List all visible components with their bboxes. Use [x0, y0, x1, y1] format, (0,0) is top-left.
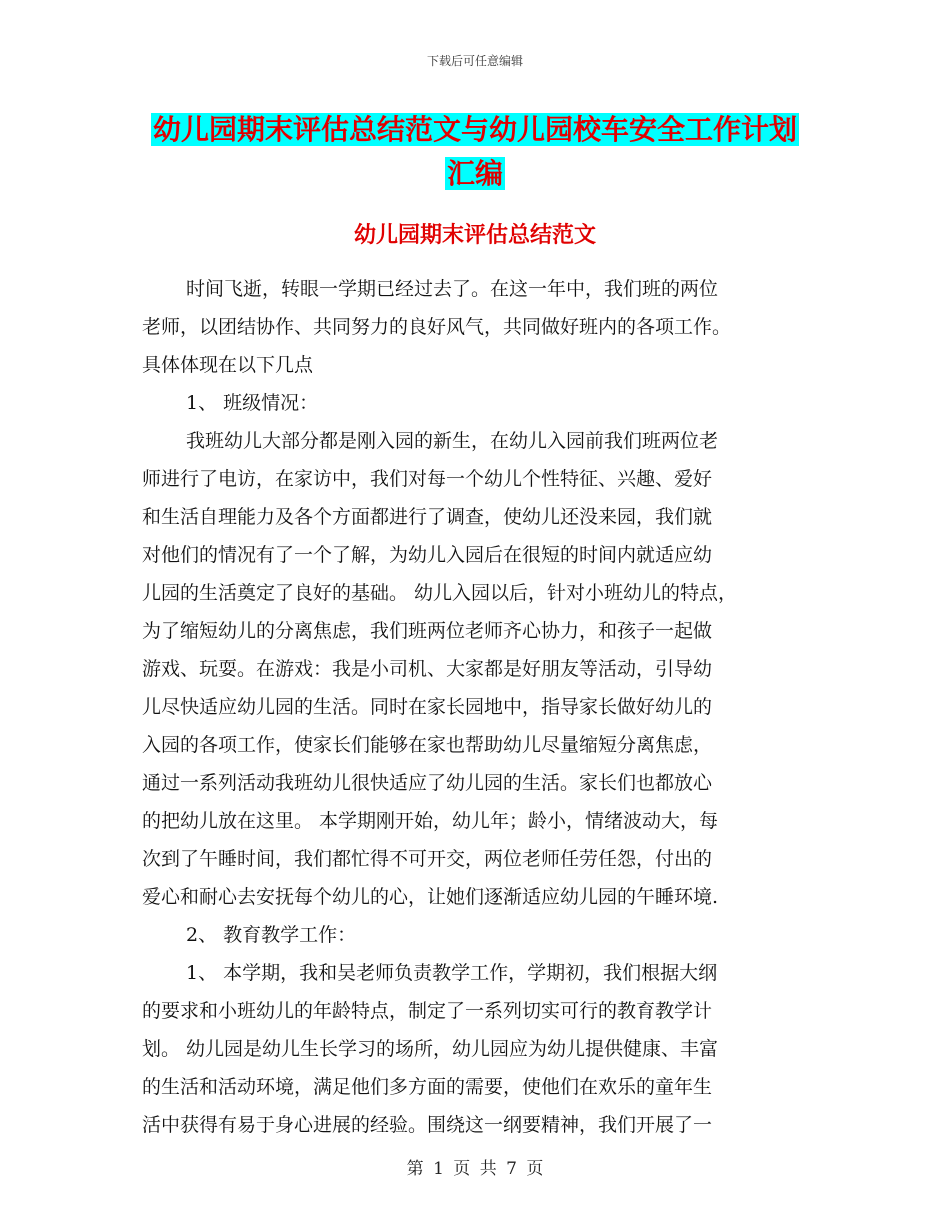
- section-heading: 1、 班级情况：: [186, 392, 319, 414]
- paragraph-line: 儿园的生活奠定了良好的基础。 幼儿入园以后，针对小班幼儿的特点，: [142, 582, 738, 604]
- section-title: 幼儿园期末评估总结范文: [353, 222, 596, 248]
- section-heading: 2、 教育教学工作：: [186, 924, 357, 946]
- document-title-line1: [140, 108, 810, 152]
- paragraph-line: 具体体现在以下几点: [142, 354, 314, 376]
- paragraph-line: 1、 本学期，我和吴老师负责教学工作，学期初，我们根据大纲: [186, 962, 718, 984]
- paragraph-line: 的要求和小班幼儿的年龄特点，制定了一系列切实可行的教育教学计: [142, 1000, 713, 1022]
- paragraph-line: 游戏、玩耍。在游戏：我是小司机、大家都是好朋友等活动，引导幼: [142, 658, 713, 680]
- page-header: 下载后可任意编辑: [426, 54, 523, 68]
- paragraph-line: 爱心和耐心去安抚每个幼儿的心，让她们逐渐适应幼儿园的午睡环境.: [142, 886, 719, 908]
- paragraph-line: 划。 幼儿园是幼儿生长学习的场所，幼儿园应为幼儿提供健康、丰富: [142, 1038, 719, 1060]
- paragraph-line: 活中获得有易于身心进展的经验。围绕这一纲要精神，我们开展了一: [142, 1114, 713, 1136]
- paragraph-line: 时间飞逝，转眼一学期已经过去了。在这一年中，我们班的两位: [186, 278, 719, 300]
- paragraph-line: 老师，以团结协作、共同努力的良好风气，共同做好班内的各项工作。: [142, 316, 732, 338]
- paragraph-line: 为了缩短幼儿的分离焦虑，我们班两位老师齐心协力，和孩子一起做: [142, 620, 713, 642]
- document-title-text-1: 幼儿园期末评估总结范文与幼儿园校车安全工作计划: [152, 113, 797, 146]
- document-title-line2: [140, 152, 810, 196]
- page-footer: 第 1 页 共 7 页: [406, 1159, 544, 1179]
- paragraph-line: 入园的各项工作，使家长们能够在家也帮助幼儿尽量缩短分离焦虑，: [142, 734, 713, 756]
- paragraph-line: 儿尽快适应幼儿园的生活。同时在家长园地中，指导家长做好幼儿的: [142, 696, 713, 718]
- paragraph-line: 师进行了电访，在家访中，我们对每一个幼儿个性特征、兴趣、爱好: [142, 468, 713, 490]
- paragraph-line: 的把幼儿放在这里。 本学期刚开始，幼儿年；龄小，情绪波动大，每: [142, 810, 719, 832]
- paragraph-line: 对他们的情况有了一个了解，为幼儿入园后在很短的时间内就适应幼: [142, 544, 713, 566]
- document-title-text-2: 汇编: [446, 157, 503, 190]
- paragraph-line: 我班幼儿大部分都是刚入园的新生，在幼儿入园前我们班两位老: [186, 430, 719, 452]
- paragraph-line: 和生活自理能力及各个方面都进行了调查，使幼儿还没来园，我们就: [142, 506, 713, 528]
- paragraph-line: 通过一系列活动我班幼儿很快适应了幼儿园的生活。家长们也都放心: [142, 772, 713, 794]
- paragraph-line: 的生活和活动环境，满足他们多方面的需要，使他们在欢乐的童年生: [142, 1076, 713, 1098]
- paragraph-line: 次到了午睡时间，我们都忙得不可开交，两位老师任劳任怨，付出的: [142, 848, 713, 870]
- body-text: [142, 270, 818, 1144]
